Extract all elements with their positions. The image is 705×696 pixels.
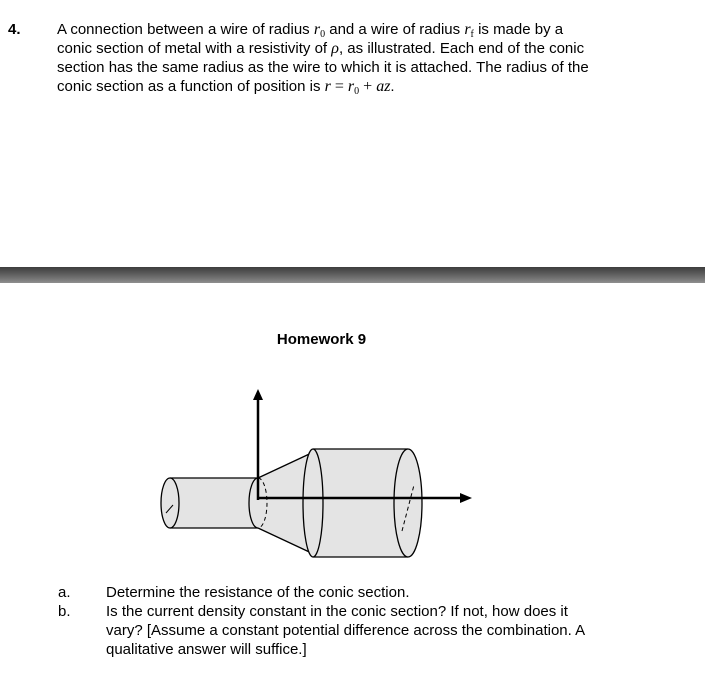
question-a-label: a. <box>58 584 71 601</box>
question-b-line-2: vary? [Assume a constant potential difference across the combination. A <box>106 622 586 639</box>
problem-statement <box>57 20 697 96</box>
radius-rf: $r_f$ <box>464 21 474 40</box>
z-axis-arrow <box>460 493 472 503</box>
question-b-text <box>106 602 666 659</box>
problem-line-2: conic section of metal with a resistivity of ρ, as illustrated. Each end of the conic <box>57 40 585 57</box>
page-break-bar <box>0 267 705 283</box>
problem-line-1: A connection between a wire of radius $r_0$ and a wire of radius $r_f$ is made by a <box>57 21 564 40</box>
radius-r0: $r_0$ <box>313 21 326 40</box>
large-wire <box>303 449 422 557</box>
small-wire <box>161 478 258 528</box>
problem-line-3: section has the same radius as the wire to which it is attached. The radius of the <box>57 59 589 76</box>
conic-section-diagram <box>150 385 480 565</box>
question-b-line-1: Is the current density constant in the conic section? If not, how does it <box>106 603 568 620</box>
question-a-text: Determine the resistance of the conic section. <box>106 584 410 601</box>
question-b-line-3: qualitative answer will suffice.] <box>106 641 307 658</box>
resistivity-rho: ρ <box>331 40 339 57</box>
question-b-label: b. <box>58 603 71 620</box>
problem-number: 4. <box>8 21 21 38</box>
vertical-axis-arrow <box>253 389 263 400</box>
problem-line-4: conic section as a function of position is $r = r_0$ + az. <box>57 78 395 97</box>
page-header-title: Homework 9 <box>276 331 367 348</box>
radius-equation: $r = r_0$ + az <box>324 78 391 97</box>
